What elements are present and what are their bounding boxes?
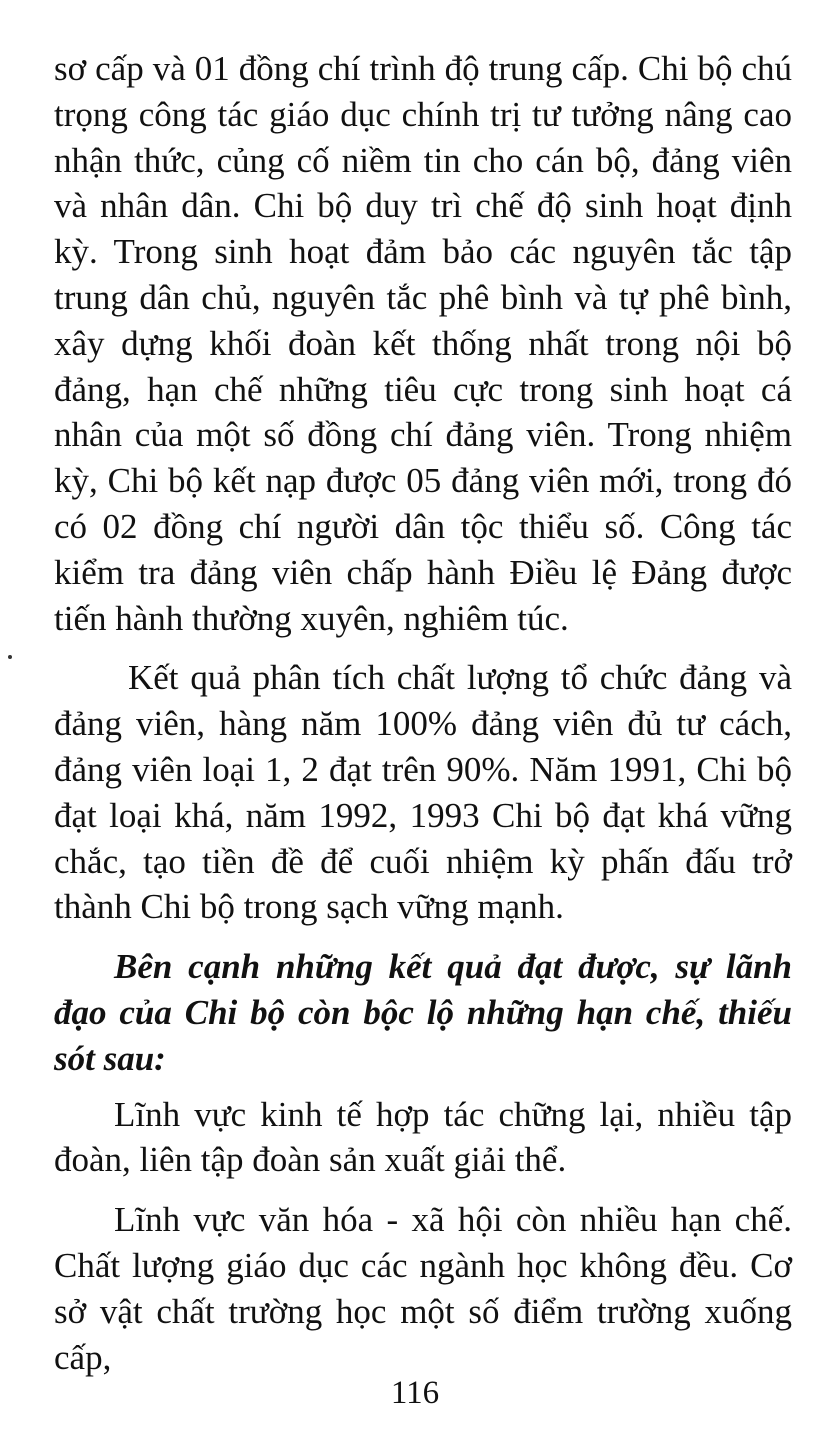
document-body	[54, 46, 792, 1394]
paragraph-limitations-heading: Bên cạnh những kết quả đạt được, sự lãnh đạo của Chi bộ còn bộc lộ những hạn chế, thiếu sót sau:	[54, 947, 792, 1078]
paragraph-economy: Lĩnh vực kinh tế hợp tác chững lại, nhiều tập đoàn, liên tập đoàn sản xuất giải thể.	[54, 1094, 792, 1180]
paragraph-party-activities: sơ cấp và 01 đồng chí trình độ trung cấp. Chi bộ chú trọng công tác giáo dục chính trị tư tưởng nâng cao nhận thức, củng cố niềm tin cho cán bộ, đảng viên và nhân dân. Chi bộ duy trì chế độ sinh hoạt định kỳ. Trong sinh hoạt đảm bảo các nguyên tắc tập trung dân chủ, nguyên tắc phê bình và tự phê bình, xây dựng khối đoàn kết thống nhất trong nội bộ đảng, hạn chế những tiêu cực trong sinh hoạt cá nhân của một số đồng chí đảng viên. Trong nhiệm kỳ, Chi bộ kết nạp được 05 đảng viên mới, trong đó có 02 đồng chí người dân tộc thiểu số. Công tác kiểm tra đảng viên chấp hành Điều lệ Đảng được tiến hành thường xuyên, nghiêm túc.	[54, 49, 792, 638]
paragraph-quality-results: Kết quả phân tích chất lượng tổ chức đảng và đảng viên, hàng năm 100% đảng viên đủ tư cách, đảng viên loại 1, 2 đạt trên 90%. Năm 1991, Chi bộ đạt loại khá, năm 1992, 1993 Chi bộ đạt khá vững chắc, tạo tiền đề để cuối nhiệm kỳ phấn đấu trở thành Chi bộ trong sạch vững mạnh.	[54, 658, 792, 927]
scan-speck	[8, 655, 12, 659]
page-number: 116	[390, 1375, 440, 1411]
paragraph-culture-society: Lĩnh vực văn hóa - xã hội còn nhiều hạn chế. Chất lượng giáo dục các ngành học không đều. Cơ sở vật chất trường học một số điểm trường xuống cấp,	[54, 1200, 792, 1377]
